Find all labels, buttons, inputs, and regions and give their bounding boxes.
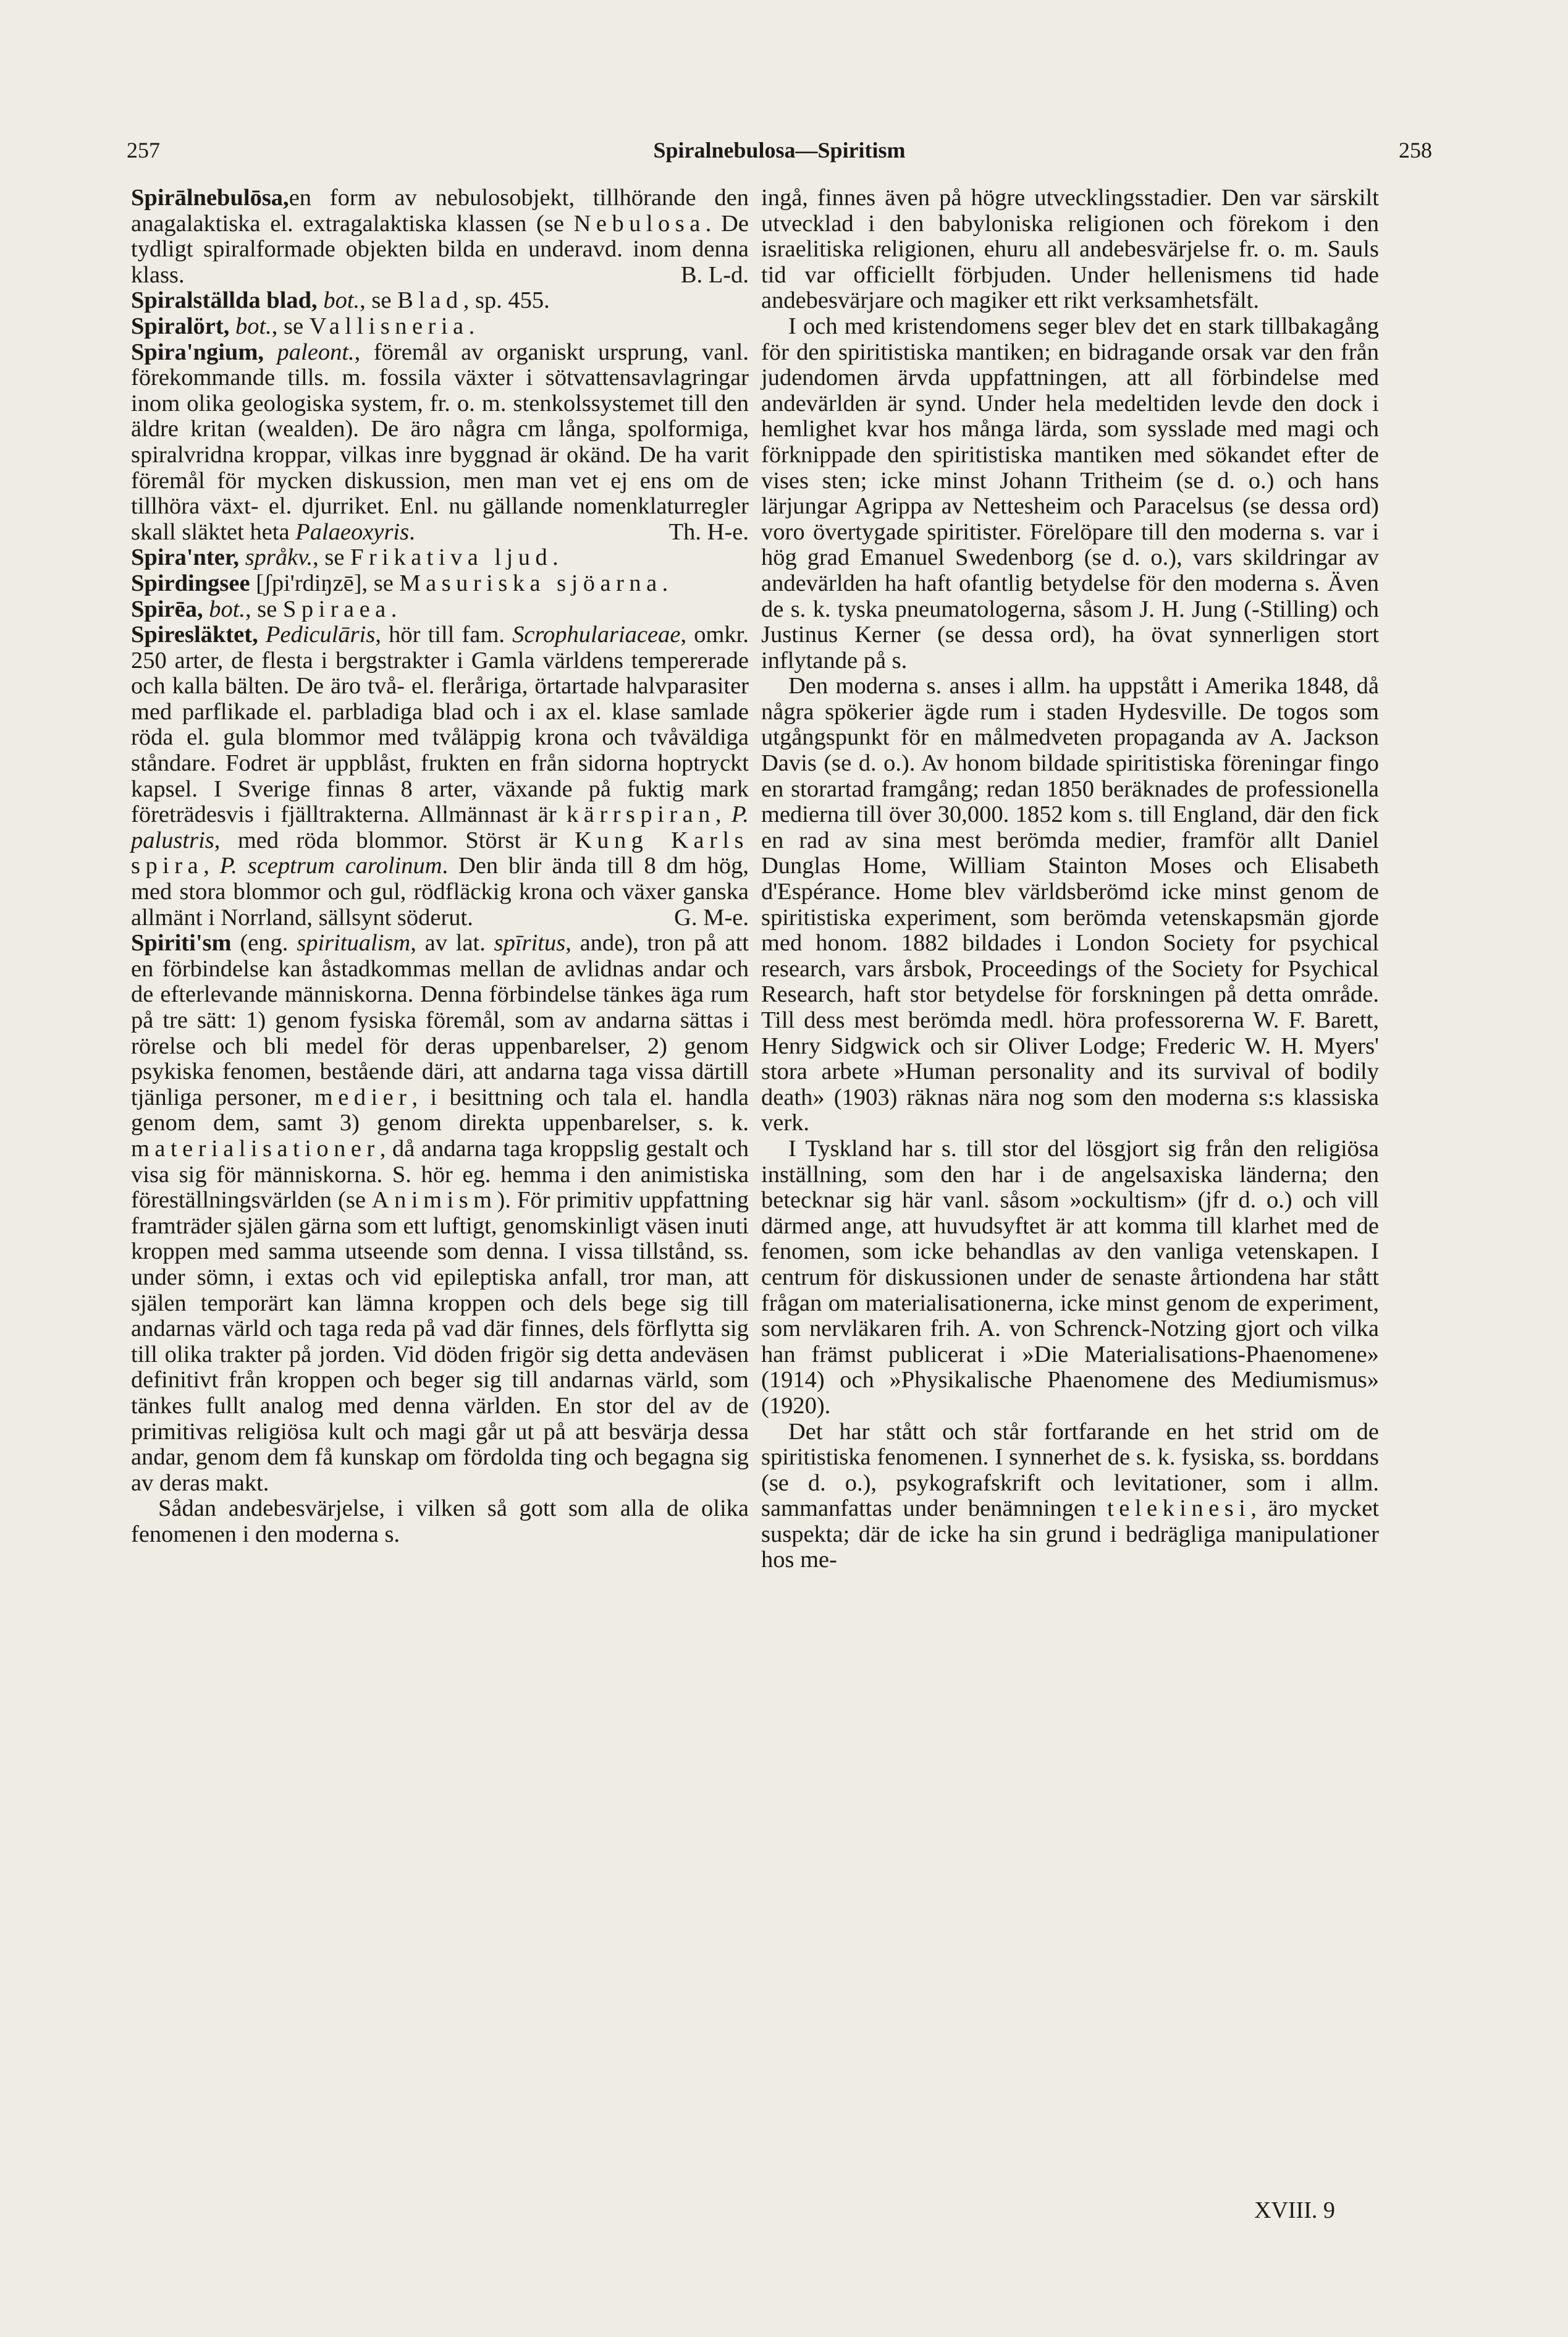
entry-text: Vallisneria	[309, 313, 469, 339]
entry-text: P. sceptrum carolinum	[219, 853, 442, 879]
entry-text: telekinesi	[1107, 1495, 1251, 1522]
headword: Spirdingsee	[131, 570, 250, 596]
paragraph	[131, 1496, 749, 1547]
entry-text: Nebulosa	[573, 210, 706, 237]
dictionary-entry	[131, 597, 749, 623]
entry-text: Kung Karls spira	[131, 827, 749, 879]
entry-text: .	[409, 518, 415, 545]
headword: Spirēa,	[131, 596, 203, 622]
entry-text: medier	[314, 1084, 412, 1110]
entry-text: , se	[360, 287, 398, 314]
dictionary-entry	[131, 571, 749, 597]
entry-text: , med röda blommor. Störst är	[214, 827, 575, 853]
headword: Spirālnebulōsa,	[131, 185, 289, 211]
entry-text: spiritualism	[297, 930, 411, 957]
page-number-right: 258	[1399, 138, 1432, 163]
entry-text: .	[390, 596, 397, 622]
entry-text: I och med kristendomens seger blev det en stark tillbakagång för den spiritistiska mantiken; en bidragande orsak var den från judendomen ärvda uppfattningen, att all förbindelse med andevärlden är synd. Under hela medeltiden levde den dock i hemlighet kvar hos många lärda, som sysslade med magi och förknippade den spiritistiska mantiken med sökandet efter de vises sten; icke minst Johann Tritheim (se d. o.) och hans lärjungar Agrippa av Nettesheim och Paracelsus (se dessa ord) voro övertygade spiritister. Förelöpare till den moderna s. var i hög grad Emanuel Swedenborg (se d. o.), vars skildringar av andevärlden ha haft ofantlig betydelse för den moderna s. Även de s. k. tyska pneumatologerna, såsom J. H. Jung (-Stilling) och Justinus Kerner (se dessa ord), ha övat synnerligen stort inflytande på s.	[761, 313, 1379, 674]
entry-text: Frikativa ljud	[350, 544, 553, 571]
entry-text: , då andarna taga kroppslig gestalt och visa sig för människorna. S. hör eg. hemma i den animistiska föreställningsvärlden (se	[131, 1135, 749, 1214]
left-column	[131, 185, 749, 1547]
entry-text: , sp. 455.	[463, 287, 550, 314]
paragraph	[761, 314, 1379, 674]
entry-text: Animism	[371, 1187, 497, 1214]
entry-text: paleont.	[264, 339, 355, 365]
entry-text: Den moderna s. anses i allm. ha uppstått i Amerika 1848, då några spökerier ägde rum i staden Hydesville. De togos som utgångspunkt för en målmedveten propaganda av A. Jackson Davis (se d. o.). Av honom bildade spiritistiska föreningar fingo en storartad framgång; redan 1850 beräknades de professionella medierna till över 30,000. 1852 kom s. till England, där den fick en rad av sina mest berömda medier, framför allt Daniel Dunglas Home, William Stainton Moses och Elisabeth d'Espérance. Home blev världsberömd icke minst genom de spiritistiska experiment, som berömda vetenskapsmän gjorde med honom. 1882 bildades i London Society for psychical research, vars årsbok, Proceedings of the Society for Psychical Research, haft stor betydelse för forskningen på detta område. Till dess mest berömda medl. höra professorerna W. F. Barett, Henry Sidgwick och sir Oliver Lodge; Frederic W. H. Myers' stora arbete »Human personality and its survival of bodily death» (1903) räknas nära nog som den moderna s:s klassiska verk.	[761, 673, 1379, 1136]
dictionary-entry	[131, 622, 749, 931]
entry-text: bot.	[229, 313, 272, 339]
entry-text: .	[662, 570, 668, 596]
entry-text: , i besittning och tala el. handla genom dem, samt 3) genom direkta uppenbarelser, s. k.	[131, 1084, 749, 1136]
entry-text: , ande), tron på att en förbindelse kan åstadkommas mellan de avlidnas andar och de efterlevande människorna. Denna förbindelse tänkes äga rum på tre sätt: 1) genom fysiska föremål, som av andarna sättas i rörelse och bli medel för deras uppenbarelser, 2) genom psykiska fenomen, bestående däri, att andarna taga vissa därtill tjänliga personer,	[131, 930, 749, 1110]
entry-text: , hör till fam.	[375, 622, 513, 648]
entry-text: ingå, finnes även på högre utvecklingsstadier. Den var särskilt utvecklad i den babyloniska religionen och förekom i den israelitiska religionen, ehuru all andebesvärjelse fr. o. m. Sauls tid var officiellt förbjuden. Under hellenismens tid hade andebesvärjare och magiker ett rikt verksamhetsfält.	[761, 185, 1379, 314]
entry-text: , föremål av organiskt ursprung, vanl. förekommande tills. m. fossila växter i sötvattensavlagringar inom olika geologiska system, fr. o. m. stenkolssystemet till den äldre kritan (wealden). De äro några cm långa, spolformiga, spiralvridna kroppar, vilkas inre byggnad är okänd. De ha varit föremål för mycken diskussion, men man vet ej ens om de tillhöra växt- el. djurriket. Enl. nu gällande nomenklaturregler skall släktet heta	[131, 339, 749, 545]
entry-text: , se	[313, 544, 351, 571]
dictionary-entry	[761, 185, 1379, 314]
entry-text: , se	[245, 596, 283, 622]
entry-text: ,	[203, 853, 220, 879]
entry-text: Palaeoxyris	[295, 518, 410, 545]
right-column	[761, 185, 1379, 1573]
entry-text: ). För primitiv uppfattning framträder själen gärna som ett luftigt, genomskinligt väsen inuti kroppen med samma utseende som denna. I vissa tillstånd, ss. under sömn, i extas och vid epileptiska anfall, tror man, att själen temporärt kan lämna kroppen och dels bege sig till andarnas värld och taga reda på vad där finnes, dels förflytta sig till olika trakter på jorden. Vid döden frigör sig detta andeväsen definitivt från kroppen och beger sig till andarnas värld, som tänkes fullt analog med denna världen. En stor del av de primitivas religiösa kult och magi går ut på att besvärja dessa andar, genom dem få kunskap om fördolda ting och begagna sig av deras makt.	[131, 1187, 749, 1496]
headword: Spira'nter,	[131, 544, 240, 571]
entry-text: bot.	[203, 596, 246, 622]
author-signature: G. M-e.	[674, 904, 749, 931]
entry-text: [ʃpi'rdiŋzē], se	[250, 570, 400, 596]
entry-text: Det har stått och står fortfarande en het strid om de spiritistiska fenomenen. I synnerhet de s. k. fysiska, ss. borddans (se d. o.), psykografskrift och levitationer, som i allm. sammanfattas under benämningen	[761, 1418, 1379, 1522]
entry-text: bot.	[317, 287, 360, 314]
entry-text: . Den blir ända till 8 dm hög, med stora blommor och gul, rödfläckig krona och växer ganska allmänt i Norrland, sällsynt söderut.	[131, 853, 749, 931]
running-head	[127, 137, 1432, 174]
headword: Spiralställda blad,	[131, 287, 318, 314]
headword: Spiresläktet,	[131, 622, 258, 648]
entry-text: materialisationer	[131, 1135, 380, 1162]
entry-text: , se	[271, 313, 310, 339]
entry-text: , av lat.	[410, 930, 494, 957]
headword: Spira'ngium,	[131, 339, 264, 365]
dictionary-entry	[131, 185, 749, 288]
entry-text: spīritus	[494, 930, 566, 957]
entry-text: , äro mycket suspekta; där de icke ha sin grund i bedrägliga manipulationer hos me-	[761, 1495, 1379, 1573]
dictionary-entry	[131, 545, 749, 571]
dictionary-entry	[131, 340, 749, 546]
paragraph	[761, 1419, 1379, 1574]
dictionary-entry	[131, 931, 749, 1496]
author-signature: Th. H-e.	[668, 518, 749, 545]
entry-text: kärrspiran	[567, 801, 715, 828]
dictionary-entry	[131, 288, 749, 314]
headword: Spiriti'sm	[131, 930, 232, 957]
paragraph	[761, 1136, 1379, 1419]
entry-text: Blad	[397, 287, 463, 314]
headword: Spiralört,	[131, 313, 230, 339]
signature-mark: XVIII. 9	[1254, 2197, 1335, 2223]
entry-text: I Tyskland har s. till stor del lösgjort sig från den religiösa inställning, som den har i de angelsaxiska länderna; den betecknar sig här vanl. såsom »ockultism» (jfr d. o.) och vill därmed ange, att huvudsyftet är att komma till klarhet med de fenomen, som icke behandlas av den vanliga vetenskapen. I centrum för diskussionen under de senaste årtiondena har stått frågan om materialisationerna, icke minst genom de experiment, som nervläkaren frih. A. von Schrenck-Notzing gjort och vilka han främst publicerat i »Die Materialisations-Phaenomene» (1914) och »Physikalische Phaenomene des Mediumismus» (1920).	[761, 1135, 1379, 1419]
entry-text: (eng.	[231, 930, 297, 957]
entry-text: .	[552, 544, 558, 571]
dictionary-entry	[131, 314, 749, 340]
entry-text: ,	[715, 801, 731, 828]
author-signature: B. L-d.	[680, 261, 749, 288]
entry-text: en form av nebulosobjekt, tillhörande den anagalaktiska el. extragalaktiska klassen (se	[131, 185, 749, 237]
paragraph	[761, 674, 1379, 1136]
entry-text: Pediculāris	[258, 622, 376, 648]
entry-text: .	[468, 313, 475, 339]
entry-text: , omkr. 250 arter, de flesta i bergstrakter i Gamla världens tempererade och kalla bälten. De äro två- el. fleråriga, örtartade halvparasiter med parflikade el. parbladiga blad och i ax el. klase samlade röda el. gula blommor med tvåläppig krona och tvåväldiga ståndare. Fodret är uppblåst, frukten en från sidorna hoptryckt kapsel. I Sverige finnas 8 arter, växande på fuktig mark företrädesvis i fjälltrakterna. Allmännast är	[131, 622, 749, 828]
entry-text: . De tydligt spiralformade objekten bilda en underavd. inom denna klass.	[131, 210, 749, 288]
entry-text: Spiraea	[282, 596, 391, 622]
entry-text: Masuriska sjöarna	[399, 570, 662, 596]
entry-text: Sådan andebesvärjelse, i vilken så gott som alla de olika fenomenen i den moderna s.	[131, 1495, 749, 1547]
entry-text: språkv.	[239, 544, 313, 571]
running-head-title: Spiralnebulosa—Spiritism	[653, 138, 906, 163]
entry-text: Scrophulariaceae	[512, 622, 681, 648]
entry-text: P. palustris	[131, 801, 749, 853]
page-number-left: 257	[127, 138, 160, 163]
